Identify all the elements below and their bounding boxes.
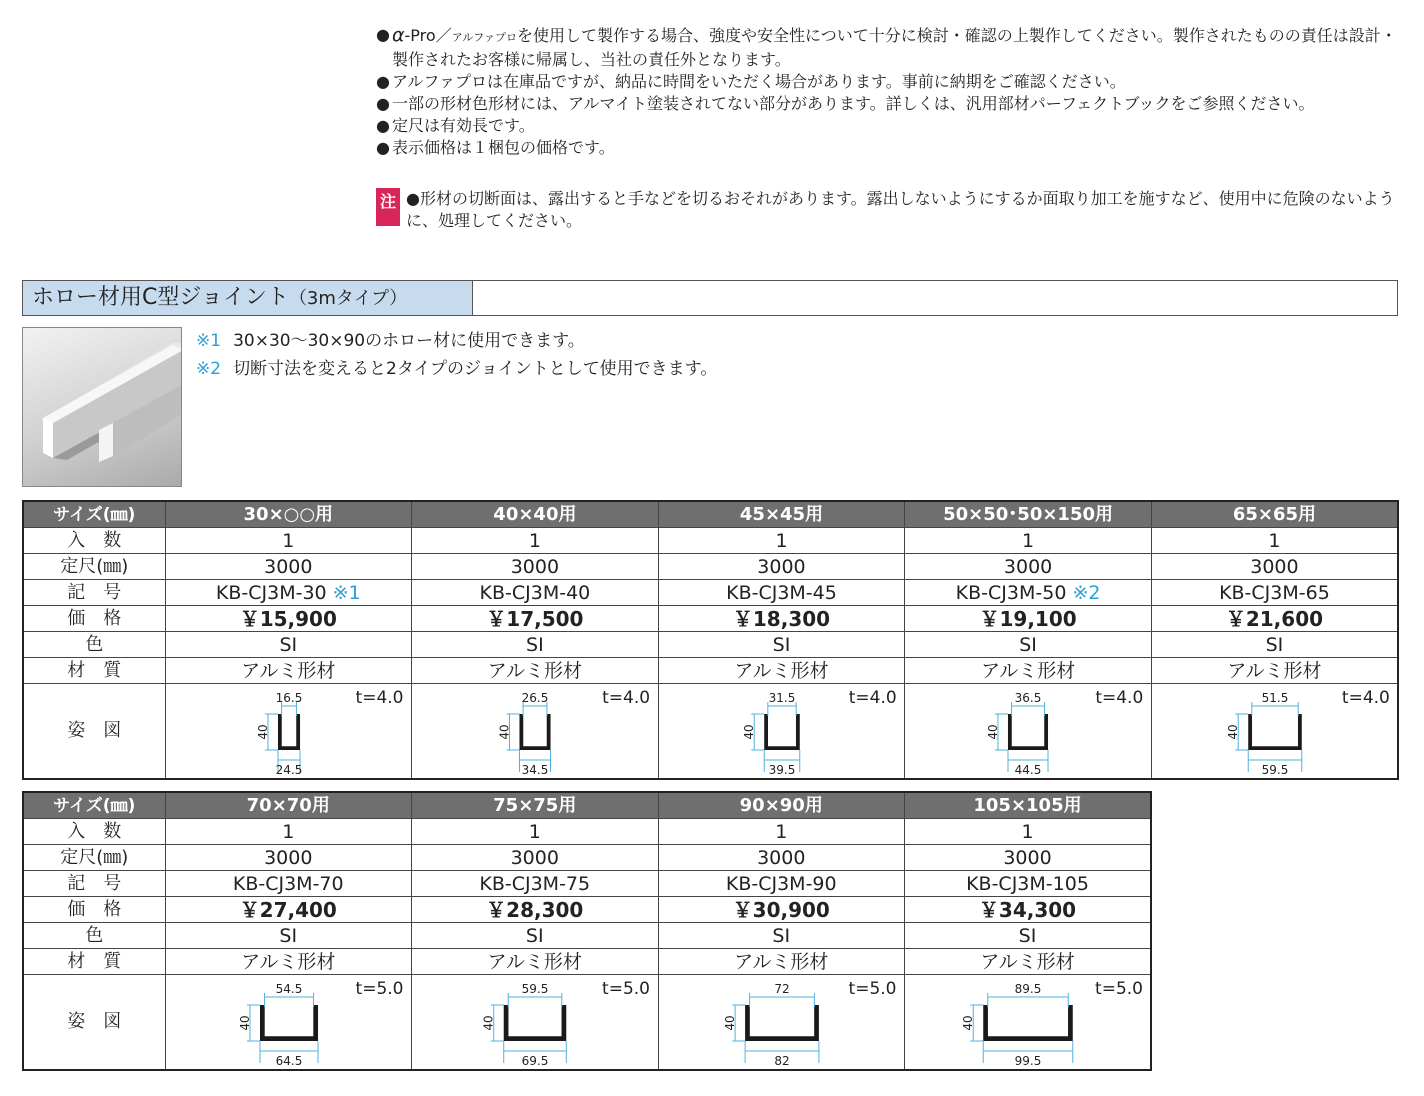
price-cell: ￥34,300 — [905, 897, 1152, 923]
length-cell: 3000 — [412, 554, 659, 580]
label-length: 定尺(㎜) — [23, 554, 165, 580]
row-qty — [23, 819, 1151, 845]
row-price — [23, 897, 1151, 923]
material-cell: アルミ形材 — [412, 949, 659, 975]
alpha-symbol: α — [392, 24, 405, 46]
size-cell: 45×45用 — [658, 501, 905, 528]
height-dim-label: 40 — [1226, 724, 1241, 740]
section-title-bar — [22, 280, 1398, 316]
row-color — [23, 923, 1151, 949]
size-cell: 105×105用 — [905, 792, 1152, 819]
height-dim-label: 40 — [986, 724, 1001, 740]
label-figure: 姿 図 — [23, 975, 165, 1071]
note-text: 定尺は有効長です。 — [392, 116, 535, 135]
row-material — [23, 658, 1398, 684]
length-cell: 3000 — [165, 554, 412, 580]
material-cell: アルミ形材 — [905, 658, 1152, 684]
caution-badge: 注 — [376, 188, 400, 226]
height-dim-label: 40 — [961, 1015, 976, 1031]
size-cell: 30×○○用 — [165, 501, 412, 528]
thickness-label: t=4.0 — [602, 688, 651, 708]
figure-cell — [905, 684, 1152, 780]
remark-line — [196, 327, 717, 355]
qty-cell: 1 — [165, 528, 412, 554]
inner-dim-label: 16.5 — [275, 691, 302, 705]
note-text — [392, 24, 1406, 71]
outer-dim-label: 24.5 — [275, 763, 302, 777]
note-line — [376, 24, 1406, 71]
row-figure — [23, 684, 1398, 780]
row-length — [23, 845, 1151, 871]
inner-dim-label: 89.5 — [1014, 982, 1042, 996]
color-cell: SI — [905, 923, 1152, 949]
figure-cell — [165, 975, 412, 1071]
bullet: ● — [376, 94, 390, 113]
label-qty: 入 数 — [23, 819, 165, 845]
size-cell: 75×75用 — [412, 792, 659, 819]
qty-cell: 1 — [412, 819, 659, 845]
code-text: KB-CJ3M-30 — [215, 581, 327, 604]
note-line — [376, 137, 1406, 159]
thickness-label: t=5.0 — [848, 979, 897, 999]
price-cell: ￥19,100 — [905, 606, 1152, 632]
material-cell: アルミ形材 — [412, 658, 659, 684]
note-line — [376, 93, 1406, 115]
height-dim-label: 40 — [722, 1015, 737, 1031]
figure-cell — [165, 684, 412, 780]
code-cell: KB-CJ3M-105 — [905, 871, 1152, 897]
row-price — [23, 606, 1398, 632]
code-cell: KB-CJ3M-90 — [658, 871, 905, 897]
size-cell: 65×65用 — [1151, 501, 1398, 528]
code-cell — [1151, 580, 1398, 606]
label-size: サイズ(㎜) — [23, 501, 165, 528]
outer-dim-label: 39.5 — [768, 763, 796, 777]
inner-dim-label: 54.5 — [275, 982, 302, 996]
inner-dim-label: 51.5 — [1261, 691, 1289, 705]
figure-cell — [1151, 684, 1398, 780]
c-channel-photo-icon — [23, 328, 182, 487]
remark-text: 切断寸法を変えると2タイプのジョイントとして使用できます。 — [233, 359, 718, 379]
size-cell: 90×90用 — [658, 792, 905, 819]
note-text: アルファプロは在庫品ですが、納品に時間をいただく場合があります。事前に納期をご確認ください。 — [392, 72, 1126, 91]
label-price: 価 格 — [23, 606, 165, 632]
height-dim-label: 40 — [237, 1015, 252, 1031]
label-size: サイズ(㎜) — [23, 792, 165, 819]
size-cell: 50×50･50×150用 — [905, 501, 1152, 528]
spec-table-2 — [22, 791, 1152, 1071]
color-cell: SI — [658, 923, 905, 949]
thickness-label: t=5.0 — [1095, 979, 1143, 999]
height-dim-label: 40 — [741, 724, 756, 740]
code-cell — [165, 580, 412, 606]
figure-cell — [905, 975, 1152, 1071]
bullet: ● — [376, 116, 390, 135]
inner-dim-label: 31.5 — [768, 691, 796, 705]
figure-cell — [658, 975, 905, 1071]
outer-dim-label: 64.5 — [275, 1054, 302, 1068]
figure-cell — [412, 975, 659, 1071]
height-dim-label: 40 — [481, 1015, 496, 1031]
channel-shape — [259, 1005, 317, 1041]
qty-cell: 1 — [658, 819, 905, 845]
inner-dim-label: 72 — [773, 982, 790, 996]
code-cell: KB-CJ3M-75 — [412, 871, 659, 897]
section-subtitle: （3mタイプ） — [288, 288, 408, 309]
inner-dim-label: 26.5 — [521, 691, 549, 705]
material-cell: アルミ形材 — [905, 949, 1152, 975]
remark-mark: ※1 — [196, 331, 222, 351]
length-cell: 3000 — [1151, 554, 1398, 580]
alpha-pro-small: アルファプロ — [451, 31, 518, 44]
note-body: を使用して製作する場合、強度や安全性について十分に検討・確認の上製作してください。製作されたものの責任は設計・製作されたお客様に帰属し、当社の責任外となります。 — [392, 26, 1397, 69]
channel-shape — [764, 714, 800, 750]
bullet: ● — [376, 25, 390, 44]
color-cell: SI — [658, 632, 905, 658]
code-cell — [658, 580, 905, 606]
label-code: 記 号 — [23, 871, 165, 897]
code-text: KB-CJ3M-50 — [955, 581, 1067, 604]
thickness-label: t=5.0 — [355, 979, 404, 999]
price-cell: ￥28,300 — [412, 897, 659, 923]
channel-shape — [745, 1005, 819, 1041]
label-material: 材 質 — [23, 658, 165, 684]
section-title-main: ホロー材用C型ジョイント — [32, 285, 289, 310]
channel-shape — [520, 714, 551, 750]
row-code — [23, 871, 1151, 897]
thickness-label: t=4.0 — [355, 688, 404, 708]
note-text: 表示価格は１梱包の価格です。 — [392, 138, 615, 157]
label-qty: 入 数 — [23, 528, 165, 554]
size-cell: 70×70用 — [165, 792, 412, 819]
channel-shape — [504, 1005, 567, 1041]
price-cell: ￥30,900 — [658, 897, 905, 923]
price-cell: ￥15,900 — [165, 606, 412, 632]
figure-cell — [412, 684, 659, 780]
material-cell: アルミ形材 — [658, 949, 905, 975]
outer-dim-label: 44.5 — [1014, 763, 1042, 777]
section-title — [23, 281, 473, 315]
code-cell: KB-CJ3M-70 — [165, 871, 412, 897]
row-length — [23, 554, 1398, 580]
label-length: 定尺(㎜) — [23, 845, 165, 871]
outer-dim-label: 34.5 — [521, 763, 549, 777]
code-cell — [905, 580, 1152, 606]
channel-shape — [277, 714, 299, 750]
qty-cell: 1 — [165, 819, 412, 845]
spec-table-1 — [22, 500, 1399, 780]
price-cell: ￥18,300 — [658, 606, 905, 632]
material-cell: アルミ形材 — [165, 658, 412, 684]
length-cell: 3000 — [905, 554, 1152, 580]
code-mark: ※2 — [1072, 581, 1101, 604]
remarks-block — [196, 327, 717, 383]
outer-dim-label: 99.5 — [1014, 1054, 1042, 1068]
price-cell: ￥17,500 — [412, 606, 659, 632]
product-photo — [22, 327, 182, 487]
color-cell: SI — [165, 632, 412, 658]
code-mark: ※1 — [332, 581, 361, 604]
row-code — [23, 580, 1398, 606]
outer-dim-label: 69.5 — [521, 1054, 549, 1068]
qty-cell: 1 — [905, 528, 1152, 554]
code-text: KB-CJ3M-45 — [726, 581, 837, 604]
bullet: ● — [376, 72, 390, 91]
qty-cell: 1 — [1151, 528, 1398, 554]
height-dim-label: 40 — [255, 724, 270, 740]
row-size — [23, 792, 1151, 819]
label-price: 価 格 — [23, 897, 165, 923]
material-cell: アルミ形材 — [1151, 658, 1398, 684]
length-cell: 3000 — [412, 845, 659, 871]
material-cell: アルミ形材 — [165, 949, 412, 975]
remark-mark: ※2 — [196, 359, 222, 379]
color-cell: SI — [1151, 632, 1398, 658]
remark-text: 30×30〜30×90のホロー材に使用できます。 — [233, 331, 585, 351]
price-cell: ￥21,600 — [1151, 606, 1398, 632]
length-cell: 3000 — [658, 554, 905, 580]
price-cell: ￥27,400 — [165, 897, 412, 923]
outer-dim-label: 59.5 — [1261, 763, 1289, 777]
thickness-label: t=5.0 — [602, 979, 650, 999]
channel-shape — [983, 1005, 1073, 1041]
label-color: 色 — [23, 632, 165, 658]
notes-block — [376, 24, 1406, 159]
slash: ／ — [435, 26, 452, 45]
bullet: ● — [376, 138, 390, 157]
row-figure — [23, 975, 1151, 1071]
pro-label: -Pro — [404, 26, 436, 45]
qty-cell: 1 — [905, 819, 1152, 845]
row-qty — [23, 528, 1398, 554]
figure-cell — [658, 684, 905, 780]
row-color — [23, 632, 1398, 658]
material-cell: アルミ形材 — [658, 658, 905, 684]
qty-cell: 1 — [412, 528, 659, 554]
size-cell: 40×40用 — [412, 501, 659, 528]
label-figure: 姿 図 — [23, 684, 165, 780]
color-cell: SI — [905, 632, 1152, 658]
outer-dim-label: 82 — [773, 1054, 790, 1068]
label-color: 色 — [23, 923, 165, 949]
note-line — [376, 115, 1406, 137]
inner-dim-label: 36.5 — [1014, 691, 1042, 705]
remark-line — [196, 355, 717, 383]
color-cell: SI — [165, 923, 412, 949]
code-text: KB-CJ3M-65 — [1219, 581, 1330, 604]
inner-dim-label: 59.5 — [521, 982, 549, 996]
color-cell: SI — [412, 632, 659, 658]
thickness-label: t=4.0 — [1095, 688, 1144, 708]
row-size — [23, 501, 1398, 528]
note-text: 一部の形材色形材には、アルマイト塗装されてない部分があります。詳しくは、汎用部材パーフェクトブックをご参照ください。 — [392, 94, 1315, 113]
qty-cell: 1 — [658, 528, 905, 554]
label-code: 記 号 — [23, 580, 165, 606]
label-material: 材 質 — [23, 949, 165, 975]
caution-block — [376, 188, 1406, 232]
length-cell: 3000 — [165, 845, 412, 871]
thickness-label: t=4.0 — [848, 688, 897, 708]
length-cell: 3000 — [658, 845, 905, 871]
caution-text: ●形材の切断面は、露出すると手などを切るおそれがあります。露出しないようにするか面取り加工を施すなど、使用中に危険のないように、処理してください。 — [406, 189, 1395, 230]
length-cell: 3000 — [905, 845, 1152, 871]
color-cell: SI — [412, 923, 659, 949]
code-text: KB-CJ3M-40 — [479, 581, 591, 604]
row-material — [23, 949, 1151, 975]
code-cell — [412, 580, 659, 606]
height-dim-label: 40 — [497, 724, 512, 740]
note-line — [376, 71, 1406, 93]
channel-shape — [1248, 714, 1302, 750]
channel-shape — [1008, 714, 1048, 750]
thickness-label: t=4.0 — [1341, 688, 1390, 708]
